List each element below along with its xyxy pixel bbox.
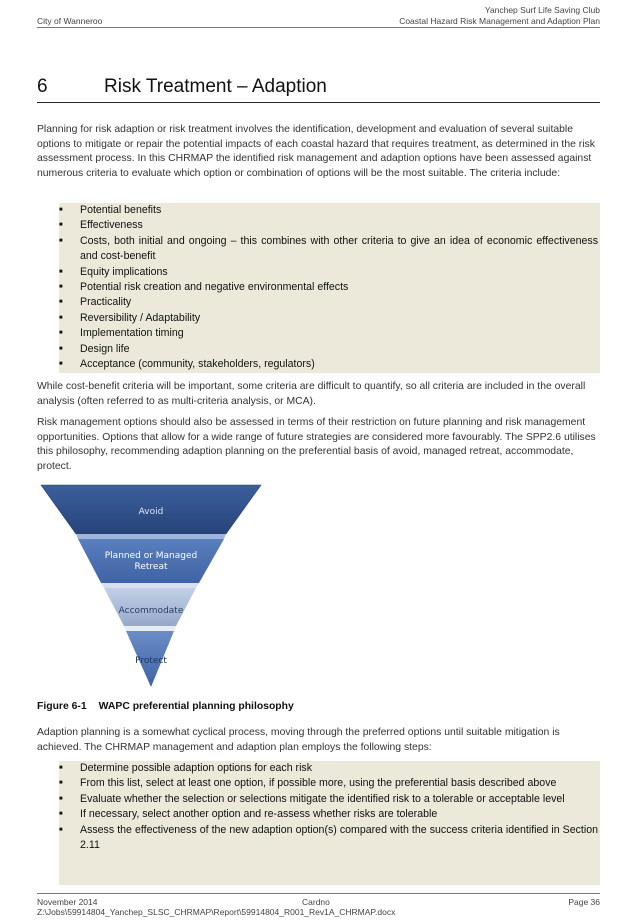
- restriction-paragraph: Risk management options should also be assessed in terms of their restriction on future planning and risk management opportunities. Options that allow for a wide range of future strategies are considered more favourably. The SPP2.6 utilises this philosophy, recommending adaption planning on the preferential basis of avoid, managed retreat, accommodate, protect.: [37, 417, 596, 472]
- figure-caption: [37, 701, 294, 712]
- list-item: ■ Determine possible adaption options for each risk: [59, 761, 600, 776]
- criteria-box: [59, 203, 600, 373]
- footer-date: November 2014: [37, 897, 98, 907]
- list-item: ■ Acceptance (community, stakeholders, regulators): [59, 357, 600, 372]
- list-item: ■ Potential benefits: [59, 203, 600, 218]
- list-item: ■ Practicality: [59, 295, 600, 310]
- footer-page-number: Page 36: [568, 897, 600, 907]
- tier-protect-label: Protect: [135, 656, 167, 666]
- header-club-name: Yanchep Surf Life Saving Club: [484, 5, 600, 15]
- list-item: ■ If necessary, select another option and re-assess whether risks are tolerable: [59, 807, 600, 822]
- footer-file-path: Z:\Jobs\59914804_Yanchep_SLSC_CHRMAP\Report\59914804_R001_Rev1A_CHRMAP.docx: [37, 907, 396, 917]
- footer-rule: [37, 893, 600, 894]
- planning-philosophy-figure: [40, 484, 264, 690]
- tier-separator: [124, 626, 176, 631]
- list-item: ■ Costs, both initial and ongoing – this combines with other criteria to give an idea of economic effectiveness and cost-benefit: [59, 234, 600, 265]
- list-item: ■ Design life: [59, 342, 600, 357]
- tier-separator: [101, 583, 199, 588]
- header-document-info: [399, 5, 600, 27]
- list-item: ■ From this list, select at least one option, if possible more, using the preferential basis described above: [59, 776, 600, 791]
- list-item: ■ Potential risk creation and negative environmental effects: [59, 280, 600, 295]
- steps-box: [59, 761, 600, 885]
- section-heading: [37, 76, 600, 103]
- planning-triangle: [40, 484, 264, 690]
- list-item: ■ Assess the effectiveness of the new adaption option(s) compared with the success criteria identified in Section 2.11: [59, 823, 600, 854]
- tier-retreat-label-line2: Retreat: [134, 562, 168, 572]
- tier-retreat-label-line1: Planned or Managed: [104, 551, 198, 561]
- list-item: ■ Equity implications: [59, 265, 600, 280]
- tier-retreat: [78, 539, 224, 583]
- list-item: ■ Implementation timing: [59, 326, 600, 341]
- tier-accommodate-label: Accommodate: [118, 606, 184, 616]
- footer-company: Cardno: [302, 897, 330, 907]
- figure-caption-text: WAPC preferential planning philosophy: [98, 701, 294, 712]
- figure-label: Figure 6-1: [37, 701, 87, 712]
- steps-list: [59, 761, 600, 853]
- tier-separator: [76, 534, 226, 539]
- tier-avoid-label: Avoid: [138, 507, 164, 517]
- list-item: ■ Effectiveness: [59, 218, 600, 233]
- section-title: Risk Treatment – Adaption: [104, 76, 327, 97]
- intro-paragraph: Planning for risk adaption or risk treatment involves the identification, development and evaluation of several suitable options to mitigate or repair the potential impacts of each coastal hazard that requires treatment, as determined in the risk assessment process. In this CHRMAP the identified risk management and adaption options have been assessed against numerous criteria to evaluate which option or combination of options will be the most suitable. The criteria include:: [37, 124, 595, 179]
- section-number: 6: [37, 76, 48, 97]
- header-organisation: City of Wanneroo: [37, 16, 103, 26]
- criteria-list: [59, 203, 600, 372]
- list-item: ■ Reversibility / Adaptability: [59, 311, 600, 326]
- cost-benefit-paragraph: While cost-benefit criteria will be important, some criteria are difficult to quantify, so all criteria are included in the overall analysis (often referred to as multi-criteria analysis, or MCA).: [37, 381, 586, 407]
- header-plan-name: Coastal Hazard Risk Management and Adaption Plan: [399, 16, 600, 26]
- list-item: ■ Evaluate whether the selection or selections mitigate the identified risk to a tolerable or acceptable level: [59, 792, 600, 807]
- cyclical-paragraph: Adaption planning is a somewhat cyclical process, moving through the preferred options until suitable mitigation is achieved. The CHRMAP management and adaption plan employs the following steps:: [37, 727, 560, 753]
- header-rule: [37, 27, 600, 28]
